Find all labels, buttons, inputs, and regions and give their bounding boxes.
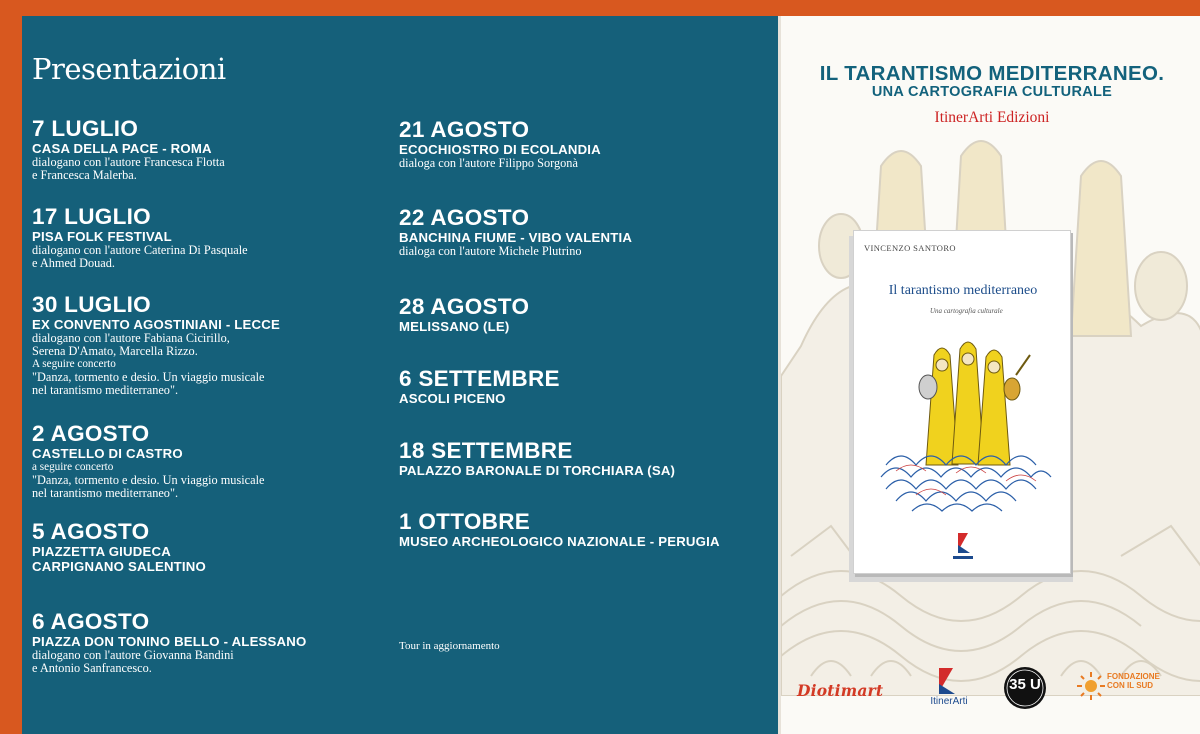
cover-publisher-logo	[950, 531, 976, 563]
book-heading: IL TARANTISMO MEDITERRANEO.	[819, 62, 1165, 85]
itinerarti-logo: ItinerArti	[930, 696, 968, 707]
event-place: PISA FOLK FESTIVAL	[32, 229, 172, 244]
presentations-panel	[22, 16, 778, 734]
event-date: 6 AGOSTO	[32, 609, 150, 634]
event-detail: "Danza, tormento e desio. Un viaggio musicale	[32, 473, 265, 487]
event-18-settembre	[399, 439, 739, 478]
event-date: 6 SETTEMBRE	[399, 366, 560, 391]
event-date: 17 LUGLIO	[32, 204, 151, 229]
event-21-agosto	[399, 118, 739, 170]
event-place: CASA DELLA PACE - ROMA	[32, 141, 212, 156]
badge-35-logo: 35 U	[1009, 676, 1041, 693]
book-panel	[778, 16, 1200, 734]
event-detail: dialogano con l'autore Francesca Flotta	[32, 155, 225, 169]
event-detail: dialogano con l'autore Caterina Di Pasquale	[32, 243, 248, 257]
event-detail: e Ahmed Douad.	[32, 256, 115, 270]
event-28-agosto	[399, 295, 739, 334]
event-place: CASTELLO DI CASTRO	[32, 446, 183, 461]
event-7-luglio	[32, 117, 372, 182]
page-title: Presentazioni	[32, 52, 226, 86]
event-6-agosto	[32, 610, 372, 675]
event-detail: e Antonio Sanfrancesco.	[32, 661, 152, 675]
event-detail: e Francesca Malerba.	[32, 168, 137, 182]
event-22-agosto	[399, 206, 739, 258]
event-date: 28 AGOSTO	[399, 294, 530, 319]
publisher-name: ItinerArti Edizioni	[934, 109, 1050, 126]
event-detail: dialogano con l'autore Giovanna Bandini	[32, 648, 234, 662]
event-place: MELISSANO (LE)	[399, 319, 510, 334]
cover-subtitle: Una cartografia culturale	[930, 307, 1003, 315]
event-place: PALAZZO BARONALE DI TORCHIARA (SA)	[399, 463, 676, 478]
event-place-line-2: CARPIGNANO SALENTINO	[32, 559, 206, 574]
sponsor-logos	[781, 666, 1200, 714]
event-date: 5 AGOSTO	[32, 519, 150, 544]
event-30-luglio	[32, 293, 372, 397]
event-place: MUSEO ARCHEOLOGICO NAZIONALE - PERUGIA	[399, 534, 720, 549]
event-5-agosto	[32, 520, 372, 574]
book-cover	[853, 230, 1071, 574]
event-detail: dialoga con l'autore Michele Plutrino	[399, 244, 582, 258]
event-date: 18 SETTEMBRE	[399, 438, 573, 463]
cover-title: Il tarantismo mediterraneo	[888, 283, 1038, 298]
event-date: 1 OTTOBRE	[399, 509, 531, 534]
event-date: 30 LUGLIO	[32, 292, 151, 317]
event-1-ottobre	[399, 510, 739, 549]
event-place: BANCHINA FIUME - VIBO VALENTIA	[399, 230, 633, 245]
book-subheading: UNA CARTOGRAFIA CULTURALE	[871, 84, 1113, 100]
event-detail: Serena D'Amato, Marcella Rizzo.	[32, 344, 198, 358]
event-detail: A seguire concerto	[32, 358, 116, 370]
event-detail: nel tarantismo mediterraneo".	[32, 486, 179, 500]
cover-illustration	[876, 335, 1052, 515]
event-date: 7 LUGLIO	[32, 116, 139, 141]
event-detail: a seguire concerto	[32, 461, 114, 473]
event-2-agosto	[32, 422, 372, 500]
event-place: ECOCHIOSTRO DI ECOLANDIA	[399, 142, 601, 157]
event-date: 21 AGOSTO	[399, 117, 530, 142]
event-place: PIAZZETTA GIUDECA	[32, 544, 171, 559]
event-place: ASCOLI PICENO	[399, 391, 506, 406]
event-place: PIAZZA DON TONINO BELLO - ALESSANO	[32, 634, 307, 649]
fondazione-con-il-sud-logo: FONDAZIONE CON IL SUD	[1107, 672, 1160, 690]
event-17-luglio	[32, 205, 372, 270]
event-date: 2 AGOSTO	[32, 421, 150, 446]
tour-note: Tour in aggiornamento	[399, 640, 500, 652]
event-detail: nel tarantismo mediterraneo".	[32, 383, 179, 397]
event-detail: dialoga con l'autore Filippo Sorgonà	[399, 156, 578, 170]
cover-author: VINCENZO SANTORO	[864, 243, 956, 253]
event-date: 22 AGOSTO	[399, 205, 530, 230]
event-detail: "Danza, tormento e desio. Un viaggio musicale	[32, 370, 265, 384]
diotimart-logo: Diotimart	[797, 681, 884, 700]
event-detail: dialogano con l'autore Fabiana Cicirillo,	[32, 331, 230, 345]
fondazione-sun-icon	[1075, 670, 1107, 702]
event-6-settembre	[399, 367, 739, 406]
top-orange-frame	[0, 0, 1200, 16]
event-place: EX CONVENTO AGOSTINIANI - LECCE	[32, 317, 280, 332]
